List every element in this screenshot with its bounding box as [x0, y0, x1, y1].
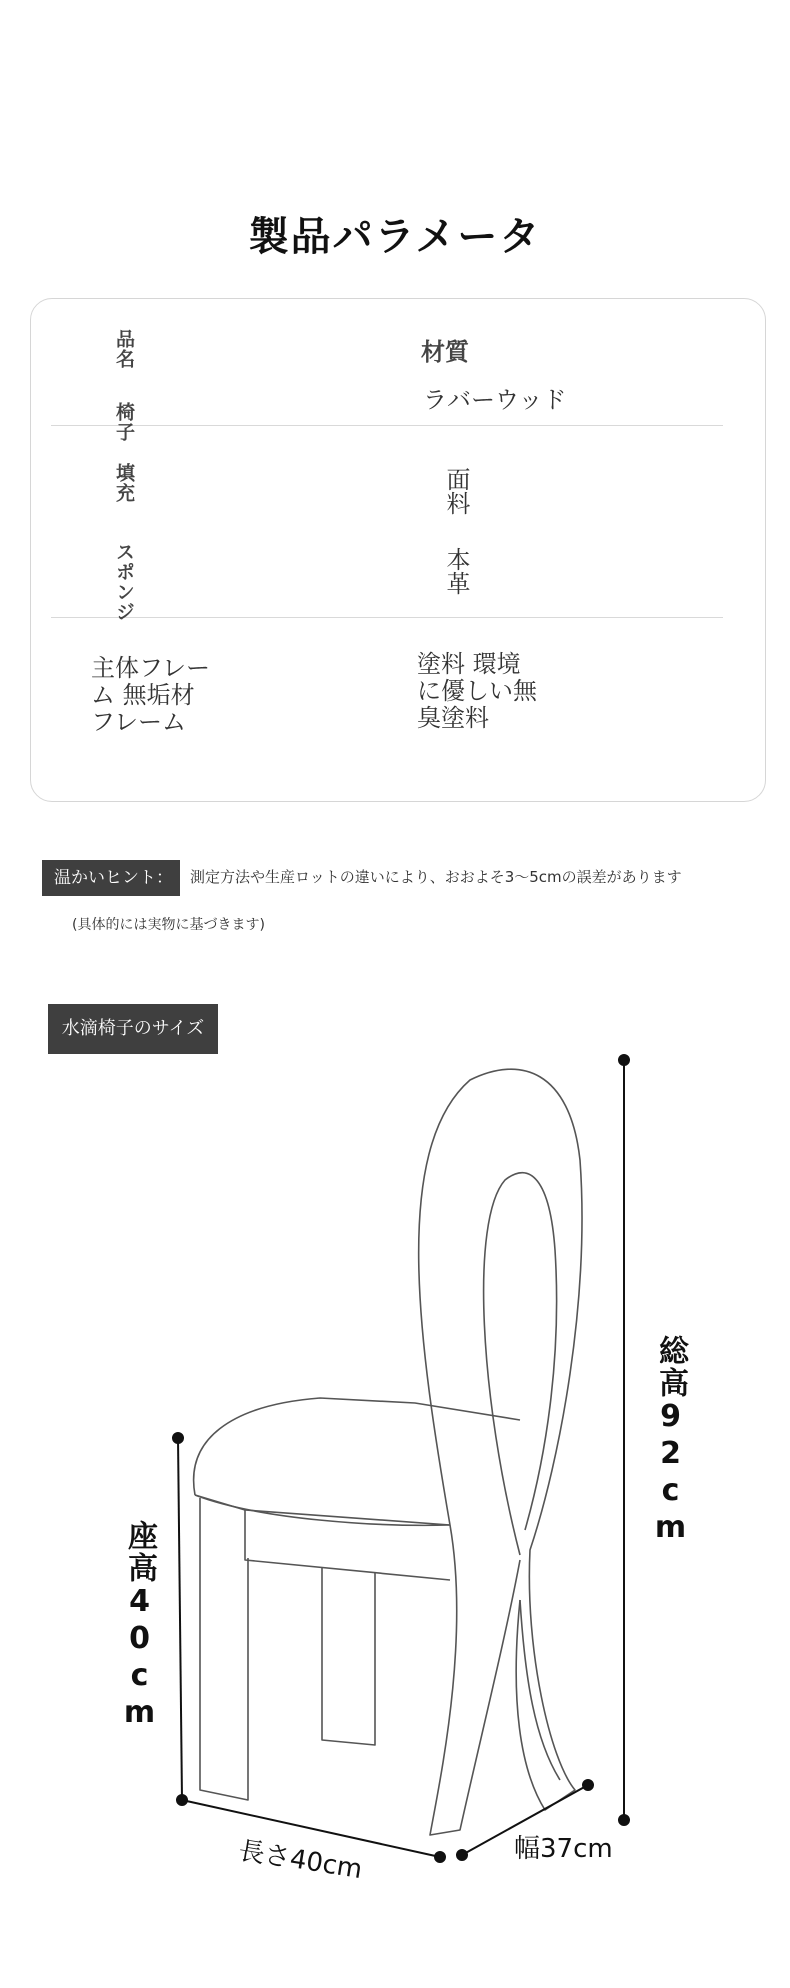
material-label: 材質 [421, 338, 469, 366]
page-title: 製品パラメータ [248, 214, 542, 260]
filling-value: スポンジ [113, 542, 135, 622]
size-section-badge: 水滴椅子のサイズ [48, 1004, 218, 1054]
fabric-label: 面料 [442, 467, 470, 515]
total-height-label: 総高92cm [653, 1335, 688, 1547]
hint-text: 測定方法や生産ロットの違いにより、おおよそ3〜5cmの誤差があります [190, 868, 682, 886]
product-name-label: 品名 [113, 329, 135, 369]
frame-value: 主体フレーム 無垢材フレーム [91, 654, 211, 736]
fabric-value: 本革 [442, 547, 470, 595]
paint-value: 塗料 環境に優しい無臭塗料 [417, 650, 537, 732]
hint-badge: 温かいヒント： [42, 860, 180, 896]
hint-subtext: (具体的には実物に基づきます) [72, 917, 265, 933]
length-label: 長さ40cm [236, 1835, 365, 1886]
filling-label: 填充 [113, 463, 135, 503]
total-height-dimension [619, 1055, 629, 1825]
seat-height-label: 座高40cm [122, 1520, 157, 1732]
material-value: ラバーウッド [423, 386, 567, 414]
width-label: 幅37cm [514, 1834, 613, 1864]
product-name-value: 椅子 [113, 402, 135, 442]
seat-height-dimension [173, 1433, 187, 1805]
